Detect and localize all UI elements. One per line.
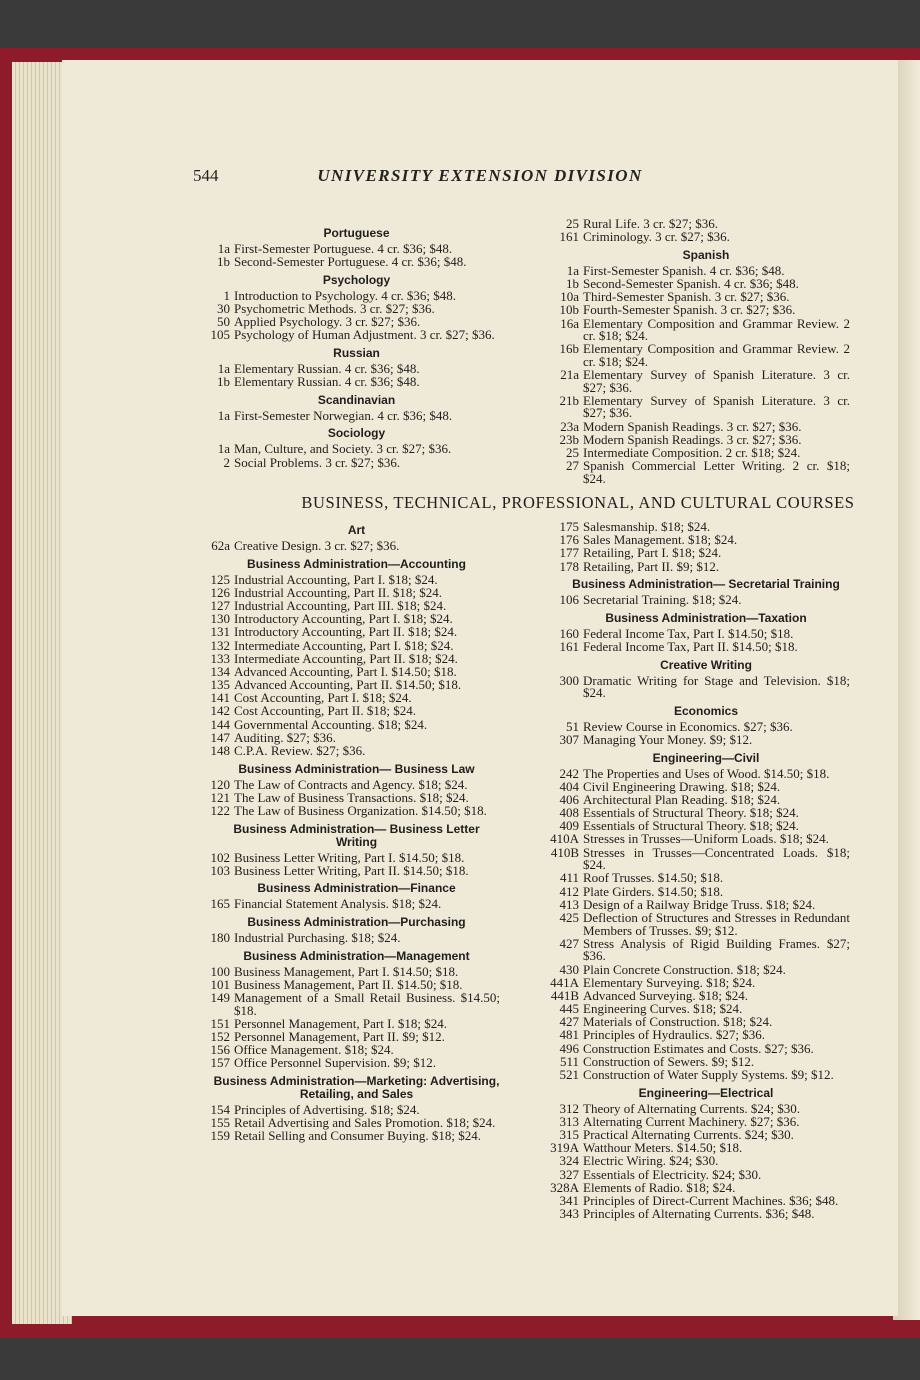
course-description: Introduction to Psychology. 4 cr. $36; $48. <box>234 287 456 303</box>
course-description: Modern Spanish Readings. 3 cr. $27; $36. <box>583 418 802 434</box>
course-number: 327 <box>559 1166 579 1182</box>
course-description: Industrial Accounting, Part II. $18; $24. <box>234 584 442 600</box>
course-number: 441A <box>550 974 579 990</box>
course-number: 30 <box>217 300 230 316</box>
course-entry <box>542 231 850 244</box>
course-number: 103 <box>210 862 230 878</box>
course-number: 142 <box>210 703 230 719</box>
course-description: Stress Analysis of Rigid Building Frames. $27; $36. <box>583 935 850 964</box>
course-description: Retail Selling and Consumer Buying. $18; $24. <box>234 1128 481 1144</box>
course-description: Psychometric Methods. 3 cr. $27; $36. <box>234 300 435 316</box>
course-number: 100 <box>210 963 230 979</box>
course-entry <box>542 909 850 938</box>
course-number: 425 <box>559 909 579 925</box>
course-number: 51 <box>566 718 579 734</box>
course-description: C.P.A. Review. $27; $36. <box>234 743 366 759</box>
course-description: Elementary Russian. 4 cr. $36; $48. <box>234 374 420 390</box>
section-heading: Spanish <box>682 247 730 262</box>
column-lower-right <box>542 521 850 1221</box>
course-entry <box>193 1057 500 1070</box>
course-number: 511 <box>559 1053 579 1069</box>
course-number: 121 <box>210 789 230 805</box>
course-description: Sales Management. $18; $24. <box>583 532 738 548</box>
course-number: 120 <box>210 776 230 792</box>
course-number: 1b <box>217 254 230 270</box>
course-description: Elements of Radio. $18; $24. <box>583 1179 736 1195</box>
course-entry <box>193 805 500 818</box>
course-description: Construction of Water Supply Systems. $9; $12. <box>583 1067 834 1083</box>
course-number: 25 <box>566 216 579 231</box>
course-description: Stresses in Trusses—Uniform Loads. $18; $24. <box>583 831 829 847</box>
course-description: Managing Your Money. $9; $12. <box>583 731 753 747</box>
course-number: 430 <box>559 961 579 977</box>
course-description: Office Management. $18; $24. <box>234 1042 394 1058</box>
course-description: Industrial Purchasing. $18; $24. <box>234 929 401 945</box>
course-description: Business Management, Part I. $14.50; $18. <box>234 963 459 979</box>
course-number: 126 <box>210 584 230 600</box>
course-number: 23b <box>559 431 579 447</box>
course-number: 132 <box>210 637 230 653</box>
course-number: 21a <box>560 367 579 383</box>
section-heading: Business Administration—Finance <box>257 881 456 896</box>
page-header <box>62 166 898 190</box>
course-number: 178 <box>559 558 579 574</box>
course-description: Architectural Plan Reading. $18; $24. <box>583 791 781 807</box>
course-description: Industrial Accounting, Part III. $18; $24. <box>234 597 447 613</box>
course-description: Intermediate Accounting, Part II. $18; $24. <box>234 650 458 666</box>
course-description: Cost Accounting, Part II. $18; $24. <box>234 703 416 719</box>
course-number: 21b <box>559 392 579 408</box>
course-description: Second-Semester Spanish. 4 cr. $36; $48. <box>583 275 799 291</box>
course-entry <box>542 844 850 873</box>
course-entry <box>193 898 500 911</box>
course-description: Creative Design. 3 cr. $27; $36. <box>234 538 400 553</box>
course-number: 1 <box>223 287 230 303</box>
course-entry <box>542 558 850 574</box>
course-description: Plate Girders. $14.50; $18. <box>583 883 724 899</box>
course-number: 16a <box>560 315 579 331</box>
course-description: Principles of Direct-Current Machines. $36; $48. <box>583 1192 839 1208</box>
course-entry <box>193 256 500 269</box>
course-number: 175 <box>559 519 579 534</box>
course-number: 319A <box>550 1140 579 1156</box>
course-entry <box>542 1069 850 1082</box>
course-number: 315 <box>559 1127 579 1142</box>
section-banner-text: BUSINESS, TECHNICAL, PROFESSIONAL, AND CULTURAL COURSES <box>301 493 855 512</box>
course-description: Financial Statement Analysis. $18; $24. <box>234 896 442 912</box>
page-number: 544 <box>193 166 219 185</box>
course-number: 147 <box>210 729 230 745</box>
course-number: 62a <box>211 538 230 553</box>
column-upper-left <box>193 222 500 470</box>
course-entry <box>542 369 850 394</box>
section-heading: Scandinavian <box>317 392 396 407</box>
course-description: Elementary Survey of Spanish Literature. 3 cr. $27; $36. <box>583 392 850 421</box>
course-description: Governmental Accounting. $18; $24. <box>234 716 428 732</box>
course-description: Principles of Alternating Currents. $36; $48. <box>583 1206 815 1222</box>
section-heading: Business Administration—Marketing: Advertising, Retailing, and Sales <box>213 1073 500 1101</box>
course-number: 144 <box>210 716 230 732</box>
course-number: 125 <box>210 571 230 587</box>
course-number: 1a <box>217 241 230 256</box>
course-number: 157 <box>210 1055 230 1071</box>
course-number: 133 <box>210 650 230 666</box>
section-heading: Art <box>347 523 366 537</box>
course-entry <box>193 929 500 945</box>
course-entry <box>542 594 850 607</box>
course-description: Psychology of Human Adjustment. 3 cr. $27; $36. <box>234 327 495 343</box>
course-number: 406 <box>559 791 579 807</box>
course-number: 410A <box>550 831 579 847</box>
course-number: 161 <box>559 638 579 654</box>
course-number: 312 <box>559 1100 579 1116</box>
course-description: Modern Spanish Readings. 3 cr. $27; $36. <box>583 431 802 447</box>
course-number: 341 <box>559 1192 579 1208</box>
course-number: 122 <box>210 803 230 818</box>
course-number: 481 <box>559 1027 579 1043</box>
section-heading: Engineering—Civil <box>652 750 760 765</box>
course-description: Plain Concrete Construction. $18; $24. <box>583 961 786 977</box>
course-number: 180 <box>210 929 230 945</box>
course-description: Materials of Construction. $18; $24. <box>583 1014 773 1030</box>
course-number: 141 <box>210 690 230 706</box>
course-description: The Law of Contracts and Agency. $18; $24. <box>234 776 468 792</box>
course-description: Retailing, Part II. $9; $12. <box>583 558 720 574</box>
book-page <box>62 60 898 1316</box>
course-entry <box>193 376 500 389</box>
course-description: Review Course in Economics. $27; $36. <box>583 718 793 734</box>
course-number: 106 <box>559 592 579 608</box>
course-description: Principles of Hydraulics. $27; $36. <box>583 1027 765 1043</box>
course-description: Elementary Composition and Grammar Review. 2 cr. $18; $24. <box>583 341 850 369</box>
course-description: Advanced Accounting, Part I. $14.50; $18. <box>234 663 457 679</box>
course-entry <box>542 672 850 701</box>
section-heading: Business Administration— Business Law <box>238 761 475 776</box>
course-number: 127 <box>210 597 230 613</box>
course-description: Cost Accounting, Part I. $18; $24. <box>234 690 412 706</box>
course-description: Civil Engineering Drawing. $18; $24. <box>583 778 781 794</box>
course-number: 412 <box>559 883 579 899</box>
course-number: 161 <box>559 229 579 245</box>
course-entry <box>542 935 850 964</box>
course-entry <box>542 731 850 747</box>
course-number: 328A <box>550 1179 579 1195</box>
course-number: 1b <box>566 275 579 291</box>
course-description: First-Semester Spanish. 4 cr. $36; $48. <box>583 262 785 278</box>
course-description: Introductory Accounting, Part II. $18; $24. <box>234 624 458 640</box>
course-entry <box>542 460 850 485</box>
course-entry <box>193 989 500 1018</box>
course-number: 27 <box>566 458 579 474</box>
course-entry <box>542 638 850 654</box>
course-description: Watthour Meters. $14.50; $18. <box>583 1140 743 1156</box>
course-entry <box>193 329 500 342</box>
course-number: 410B <box>550 844 579 860</box>
course-description: Business Letter Writing, Part II. $14.50; $18. <box>234 862 469 878</box>
section-heading: Sociology <box>327 426 386 441</box>
course-entry <box>542 315 850 344</box>
course-description: Elementary Russian. 4 cr. $36; $48. <box>234 360 420 376</box>
course-number: 404 <box>559 778 579 794</box>
course-number: 521 <box>559 1067 579 1083</box>
course-number: 441B <box>550 987 579 1003</box>
course-description: Roof Trusses. $14.50; $18. <box>583 870 724 886</box>
course-description: Essentials of Structural Theory. $18; $24. <box>583 805 799 821</box>
course-number: 50 <box>217 314 230 330</box>
course-description: Theory of Alternating Currents. $24; $30. <box>583 1100 800 1116</box>
course-number: 152 <box>210 1028 230 1044</box>
course-number: 149 <box>210 989 230 1005</box>
course-description: Fourth-Semester Spanish. 3 cr. $27; $36. <box>583 302 796 318</box>
course-number: 160 <box>559 625 579 641</box>
course-description: Practical Alternating Currents. $24; $30. <box>583 1127 794 1142</box>
course-entry <box>542 392 850 421</box>
course-description: Second-Semester Portuguese. 4 cr. $36; $48. <box>234 254 467 270</box>
course-description: Auditing. $27; $36. <box>234 729 336 745</box>
course-description: Advanced Accounting, Part II. $14.50; $18. <box>234 677 462 693</box>
course-number: 154 <box>210 1101 230 1117</box>
course-description: Retailing, Part I. $18; $24. <box>583 545 722 561</box>
course-number: 1a <box>217 360 230 376</box>
course-number: 1a <box>566 262 579 278</box>
course-description: Business Management, Part II. $14.50; $18. <box>234 976 463 992</box>
section-heading: Business Administration—Accounting <box>247 556 466 571</box>
course-description: Introductory Accounting, Part I. $18; $24. <box>234 611 453 627</box>
course-description: Deflection of Structures and Stresses in Redundant Members of Trusses. $9; $12. <box>583 909 850 938</box>
course-number: 300 <box>559 672 579 688</box>
course-number: 1a <box>217 407 230 423</box>
course-number: 134 <box>210 663 230 679</box>
course-description: Engineering Curves. $18; $24. <box>583 1001 743 1017</box>
section-banner <box>62 493 898 513</box>
running-title: UNIVERSITY EXTENSION DIVISION <box>317 166 643 185</box>
course-number: 25 <box>566 445 579 461</box>
section-heading: Portuguese <box>323 226 390 240</box>
course-description: Alternating Current Machinery. $27; $36. <box>583 1113 800 1129</box>
course-number: 151 <box>210 1015 230 1031</box>
course-description: Electric Wiring. $24; $30. <box>583 1153 719 1169</box>
course-description: Elementary Composition and Grammar Review. 2 cr. $18; $24. <box>583 315 850 344</box>
course-entry <box>193 540 500 553</box>
course-number: 165 <box>210 896 230 912</box>
course-number: 102 <box>210 849 230 865</box>
course-description: Elementary Survey of Spanish Literature. 3 cr. $27; $36. <box>583 367 850 395</box>
course-number: 445 <box>559 1001 579 1017</box>
course-number: 155 <box>210 1115 230 1131</box>
course-number: 131 <box>210 624 230 640</box>
course-description: Dramatic Writing for Stage and Television. $18; $24. <box>583 672 850 701</box>
course-number: 413 <box>559 896 579 912</box>
column-upper-right <box>542 218 850 486</box>
course-description: Management of a Small Retail Business. $14.50; $18. <box>234 989 500 1018</box>
course-description: Personnel Management, Part II. $9; $12. <box>234 1028 445 1044</box>
course-description: Intermediate Accounting, Part I. $18; $24. <box>234 637 454 653</box>
course-description: Federal Income Tax, Part II. $14.50; $18. <box>583 638 798 654</box>
course-description: Stresses in Trusses—Concentrated Loads. $18; $24. <box>583 844 850 873</box>
section-heading: Business Administration—Taxation <box>605 610 807 625</box>
course-number: 427 <box>559 935 579 951</box>
course-number: 10b <box>559 302 579 318</box>
course-description: Spanish Commercial Letter Writing. 2 cr. $18; $24. <box>583 458 850 486</box>
course-number: 101 <box>210 976 230 992</box>
course-entry <box>193 407 500 423</box>
course-entry <box>193 862 500 878</box>
course-entry <box>193 1130 500 1143</box>
course-number: 177 <box>559 545 579 561</box>
course-description: Personnel Management, Part I. $18; $24. <box>234 1015 448 1031</box>
course-number: 324 <box>559 1153 579 1169</box>
section-heading: Psychology <box>322 272 391 287</box>
course-description: Man, Culture, and Society. 3 cr. $27; $36. <box>234 441 452 457</box>
section-heading: Business Administration—Purchasing <box>247 914 466 929</box>
course-number: 10a <box>560 289 579 305</box>
course-number: 408 <box>559 805 579 821</box>
course-description: Federal Income Tax, Part I. $14.50; $18. <box>583 625 794 641</box>
course-description: Advanced Surveying. $18; $24. <box>583 987 749 1003</box>
section-heading: Economics <box>673 703 739 718</box>
course-number: 2 <box>223 454 230 470</box>
course-number: 307 <box>559 731 579 747</box>
section-heading: Russian <box>333 345 380 360</box>
course-number: 242 <box>559 765 579 781</box>
course-description: Rural Life. 3 cr. $27; $36. <box>583 216 719 231</box>
course-number: 1a <box>217 441 230 457</box>
course-description: Construction of Sewers. $9; $12. <box>583 1053 755 1069</box>
course-description: Industrial Accounting, Part I. $18; $24. <box>234 571 438 587</box>
course-description: The Properties and Uses of Wood. $14.50; $18. <box>583 765 830 781</box>
course-description: Essentials of Electricity. $24; $30. <box>583 1166 762 1182</box>
course-description: Elementary Surveying. $18; $24. <box>583 974 756 990</box>
course-description: Applied Psychology. 3 cr. $27; $36. <box>234 314 421 330</box>
course-description: Construction Estimates and Costs. $27; $36. <box>583 1040 814 1056</box>
course-number: 411 <box>559 870 579 886</box>
course-number: 130 <box>210 611 230 627</box>
course-number: 176 <box>559 532 579 548</box>
course-description: The Law of Business Transactions. $18; $24. <box>234 789 469 805</box>
course-description: Secretarial Training. $18; $24. <box>583 592 742 608</box>
course-number: 135 <box>210 677 230 693</box>
course-description: First-Semester Norwegian. 4 cr. $36; $48. <box>234 407 453 423</box>
course-number: 409 <box>559 818 579 834</box>
course-number: 23a <box>560 418 579 434</box>
course-description: Retail Advertising and Sales Promotion. $18; $24. <box>234 1115 496 1131</box>
course-number: 427 <box>559 1014 579 1030</box>
course-number: 148 <box>210 743 230 759</box>
course-description: Intermediate Composition. 2 cr. $18; $24. <box>583 445 801 461</box>
section-heading: Business Administration— Business Letter Writing <box>233 821 480 849</box>
course-description: Social Problems. 3 cr. $27; $36. <box>234 454 401 470</box>
course-number: 105 <box>210 327 230 343</box>
section-heading: Business Administration— Secretarial Training <box>572 577 840 592</box>
course-description: Essentials of Structural Theory. $18; $24. <box>583 818 799 834</box>
course-number: 159 <box>210 1128 230 1144</box>
course-description: The Law of Business Organization. $14.50; $18. <box>234 803 487 818</box>
course-description: Business Letter Writing, Part I. $14.50; $18. <box>234 849 465 865</box>
course-number: 496 <box>559 1040 579 1056</box>
course-entry <box>542 343 850 368</box>
course-entry <box>542 1208 850 1221</box>
course-entry <box>193 454 500 470</box>
course-description: Principles of Advertising. $18; $24. <box>234 1101 420 1117</box>
course-description: Criminology. 3 cr. $27; $36. <box>583 229 730 245</box>
section-heading: Engineering—Electrical <box>638 1085 774 1100</box>
course-number: 313 <box>559 1113 579 1129</box>
course-number: 16b <box>559 341 579 357</box>
course-number: 1b <box>217 374 230 390</box>
course-description: Salesmanship. $18; $24. <box>583 519 711 534</box>
course-description: First-Semester Portuguese. 4 cr. $36; $48. <box>234 241 453 256</box>
course-entry <box>193 745 500 758</box>
course-description: Office Personnel Supervision. $9; $12. <box>234 1055 436 1071</box>
course-description: Design of a Railway Bridge Truss. $18; $24. <box>583 896 816 912</box>
course-number: 343 <box>559 1206 579 1222</box>
course-number: 156 <box>210 1042 230 1058</box>
section-heading: Creative Writing <box>660 657 752 672</box>
column-lower-left <box>193 519 500 1143</box>
section-heading: Business Administration—Management <box>243 948 470 963</box>
course-description: Third-Semester Spanish. 3 cr. $27; $36. <box>583 289 790 305</box>
